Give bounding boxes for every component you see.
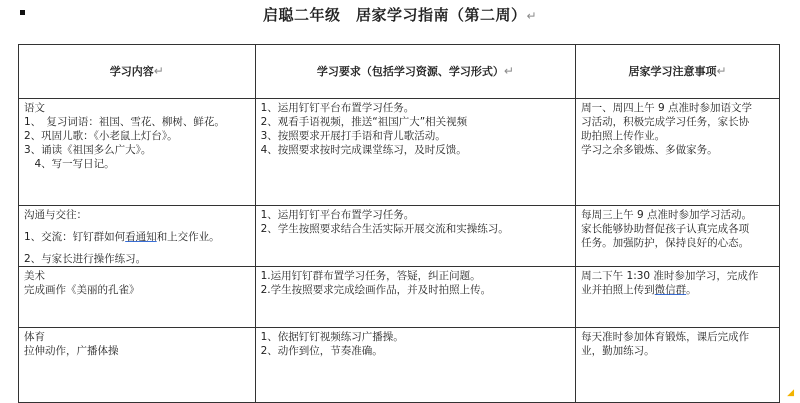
cell-content: 沟通与交往： 1、交流：钉钉群如何看通知和上交作业。 2、与家长进行操作练习。: [19, 206, 256, 267]
table-row-chinese: [19, 99, 780, 206]
header-requirements: 学习要求（包括学习资源、学习形式）↵: [255, 45, 576, 99]
underlined-term: 微信群: [654, 284, 687, 296]
cell-content: 语文 1、 复习词语：祖国、雪花、柳树、鲜花。 2、巩固儿歌：《小老鼠上灯台》。 3、诵读《祖国多么广大》。 4、写一写日记。: [19, 99, 256, 206]
table-row-art: [19, 267, 780, 328]
cell-notes: 每天准时参加体育锻炼，课后完成作 业，勤加练习。: [576, 328, 780, 403]
cell-content: 美术 完成画作《美丽的孔雀》: [19, 267, 256, 328]
cell-content: 体育 拉伸动作，广播体操: [19, 328, 256, 403]
underlined-term: 看通知: [125, 231, 157, 243]
table-row-pe: [19, 328, 780, 403]
cell-requirements: 1、依据钉钉视频练习广播操。 2、动作到位，节奏准确。: [255, 328, 576, 403]
header-content: 学习内容↵: [19, 45, 256, 99]
cell-notes: 周一、周四上午 9 点准时参加语文学 习活动，积极完成学习任务，家长协 助拍照上传作业。 学习之余多锻炼、多做家务。: [576, 99, 780, 206]
cell-requirements: 1.运用钉钉群布置学习任务，答疑，纠正问题。 2.学生按照要求完成绘画作品，并及时拍照上传。: [255, 267, 576, 328]
cell-notes: 每周三上午 9 点准时参加学习活动。 家长能够协助督促孩子认真完成各项 任务。加强防护，保持良好的心态。: [576, 206, 780, 267]
table-header-row: [19, 45, 780, 99]
cell-notes: 周二下午 1:30 准时参加学习，完成作 业并拍照上传到微信群。: [576, 267, 780, 328]
guide-table: [18, 44, 780, 403]
paragraph-mark-icon: ↵: [526, 9, 538, 23]
document-title: 启聪二年级 居家学习指南（第二周）↵: [262, 6, 538, 24]
cell-requirements: 1、运用钉钉平台布置学习任务。 2、观看手语视频，推送“祖国广大”相关视频 3、按照要求开展打手语和背儿歌活动。 4、按照要求按时完成课堂练习，及时反馈。: [255, 99, 576, 206]
cell-requirements: 1、运用钉钉平台布置学习任务。 2、学生按照要求结合生活实际开展交流和实操练习。: [255, 206, 576, 267]
table-row-communication: [19, 206, 780, 267]
resize-handle-icon: ◢: [787, 388, 794, 398]
header-notes: 居家学习注意事项↵: [576, 45, 780, 99]
